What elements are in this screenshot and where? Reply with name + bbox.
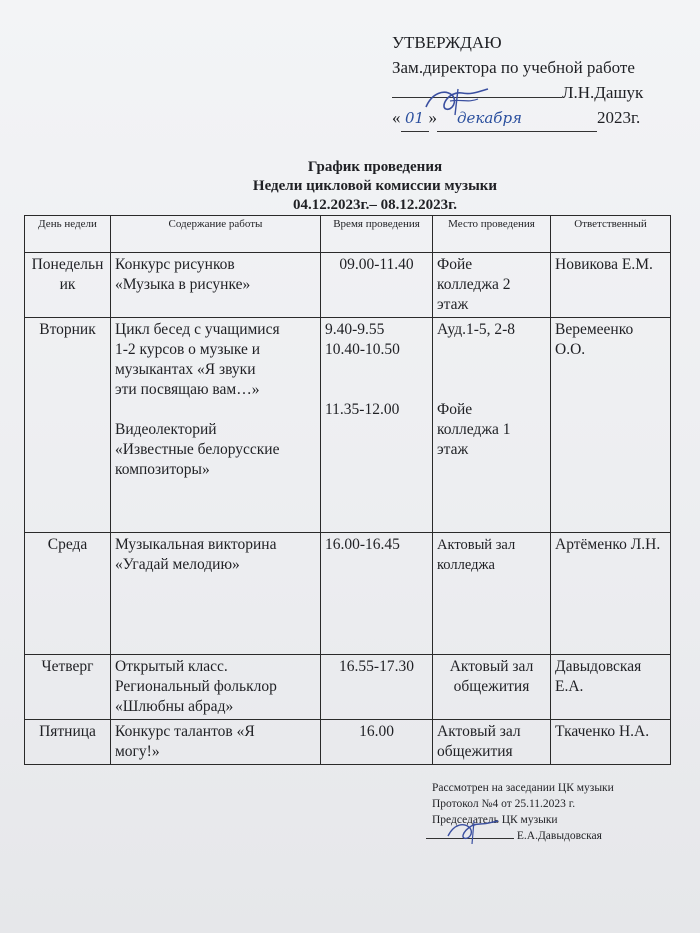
place-line: общежития	[437, 743, 513, 760]
row-responsible: Артёменко Л.Н.	[551, 533, 671, 655]
review-line-3: Председатель ЦК музыки	[432, 814, 558, 826]
table-row	[25, 720, 671, 765]
content-line: «Известные белорусские	[115, 441, 280, 458]
place-line: общежития	[453, 678, 530, 695]
place-gap	[437, 360, 546, 380]
date-close-quote: »	[428, 108, 437, 127]
date-open-quote: «	[392, 108, 401, 127]
title-line-2: Недели цикловой комиссии музыки	[252, 178, 498, 194]
row-day: Понедельник	[25, 253, 111, 318]
table-row	[25, 655, 671, 720]
row-responsible: Давыдовская Е.А.	[551, 655, 671, 720]
table-row	[25, 253, 671, 318]
time-line: 16.55-17.30	[339, 658, 414, 675]
time-gap	[325, 380, 428, 400]
place-line: колледжа 1	[437, 421, 511, 438]
row-place	[433, 253, 551, 318]
handwritten-signature-icon	[444, 818, 500, 846]
review-line-2: Протокол №4 от 25.11.2023 г.	[432, 798, 576, 810]
row-responsible: Ткаченко Н.А.	[551, 720, 671, 765]
approval-signatory: Л.Н.Дашук	[562, 83, 644, 102]
row-time	[321, 318, 433, 533]
handwritten-signature-icon	[422, 85, 492, 119]
row-content	[111, 253, 321, 318]
row-place	[433, 533, 551, 655]
row-time	[321, 655, 433, 720]
row-responsible: Новикова Е.М.	[551, 253, 671, 318]
date-day: 01	[401, 106, 429, 132]
content-line: Региональный фольклор	[115, 678, 277, 695]
row-day: Четверг	[25, 655, 111, 720]
title-line-1: График проведения	[307, 159, 443, 175]
place-line: колледжа	[437, 557, 495, 573]
content-gap	[115, 400, 316, 420]
row-place	[433, 720, 551, 765]
time-line: 16.00	[359, 723, 394, 740]
date-month: декабря	[437, 106, 597, 132]
content-line: 1-2 курсов о музыке и	[115, 341, 261, 358]
content-line: Музыкальная викторина	[115, 536, 277, 553]
row-day: Среда	[25, 533, 111, 655]
document-title	[0, 158, 700, 215]
review-signature-line	[426, 828, 692, 844]
row-time	[321, 253, 433, 318]
approval-position: Зам.директора по учебной работе	[392, 58, 635, 77]
place-gap	[437, 380, 546, 400]
time-line: 16.00-16.45	[325, 536, 400, 553]
content-line: эти посвящаю вам…»	[115, 381, 260, 398]
place-line: Фойе	[437, 256, 473, 273]
date-year: 2023г.	[597, 108, 641, 127]
table-row	[25, 318, 671, 533]
place-line: Актовый зал	[437, 537, 516, 553]
place-line: Фойе	[437, 401, 473, 418]
content-line: Конкурс рисунков	[115, 256, 235, 273]
header-place: Место проведения	[433, 216, 551, 253]
row-responsible: Веремеенко О.О.	[551, 318, 671, 533]
title-line-3: 04.12.2023г.– 08.12.2023г.	[293, 197, 457, 213]
content-line: могу!»	[115, 743, 160, 760]
place-gap	[437, 340, 546, 360]
content-line: «Музыка в рисунке»	[115, 276, 251, 293]
row-content	[111, 720, 321, 765]
table-header-row	[25, 216, 671, 253]
time-line: 09.00-11.40	[339, 256, 414, 273]
row-place	[433, 318, 551, 533]
table-row	[25, 533, 671, 655]
time-line: 10.40-10.50	[325, 341, 400, 358]
row-place	[433, 655, 551, 720]
place-line: Ауд.1-5, 2-8	[437, 321, 516, 338]
content-line: Открытый класс.	[115, 658, 228, 675]
header-time: Время проведения	[321, 216, 433, 253]
header-responsible: Ответственный	[551, 216, 671, 253]
row-content	[111, 318, 321, 533]
header-content: Содержание работы	[111, 216, 321, 253]
content-line: композиторы»	[115, 461, 210, 478]
row-content	[111, 533, 321, 655]
place-line: этаж	[437, 441, 469, 458]
approval-heading: УТВЕРЖДАЮ	[392, 33, 502, 52]
time-line: 11.35-12.00	[325, 401, 400, 418]
row-time	[321, 533, 433, 655]
time-line: 9.40-9.55	[325, 321, 385, 338]
schedule-table	[24, 215, 671, 765]
content-line: Видеолекторий	[115, 421, 217, 438]
row-time	[321, 720, 433, 765]
place-line: колледжа 2	[437, 276, 511, 293]
place-line: этаж	[437, 296, 469, 313]
content-line: «Угадай мелодию»	[115, 556, 240, 573]
approval-block	[392, 30, 692, 132]
content-line: Конкурс талантов «Я	[115, 723, 255, 740]
row-content	[111, 655, 321, 720]
row-day: Вторник	[25, 318, 111, 533]
review-signatory: Е.А.Давыдовская	[516, 830, 602, 842]
review-note	[432, 780, 692, 844]
header-day: День недели	[25, 216, 111, 253]
signature-blank	[392, 97, 562, 98]
place-line: Актовый зал	[437, 723, 521, 740]
row-day: Пятница	[25, 720, 111, 765]
time-gap	[325, 360, 428, 380]
content-line: музыкантах «Я звуки	[115, 361, 256, 378]
place-line: Актовый зал	[449, 658, 534, 675]
content-line: Цикл бесед с учащимися	[115, 321, 280, 338]
review-line-1: Рассмотрен на заседании ЦК музыки	[432, 782, 614, 794]
content-line: «Шлюбны абрад»	[115, 698, 234, 715]
approval-signature-line	[392, 80, 692, 105]
